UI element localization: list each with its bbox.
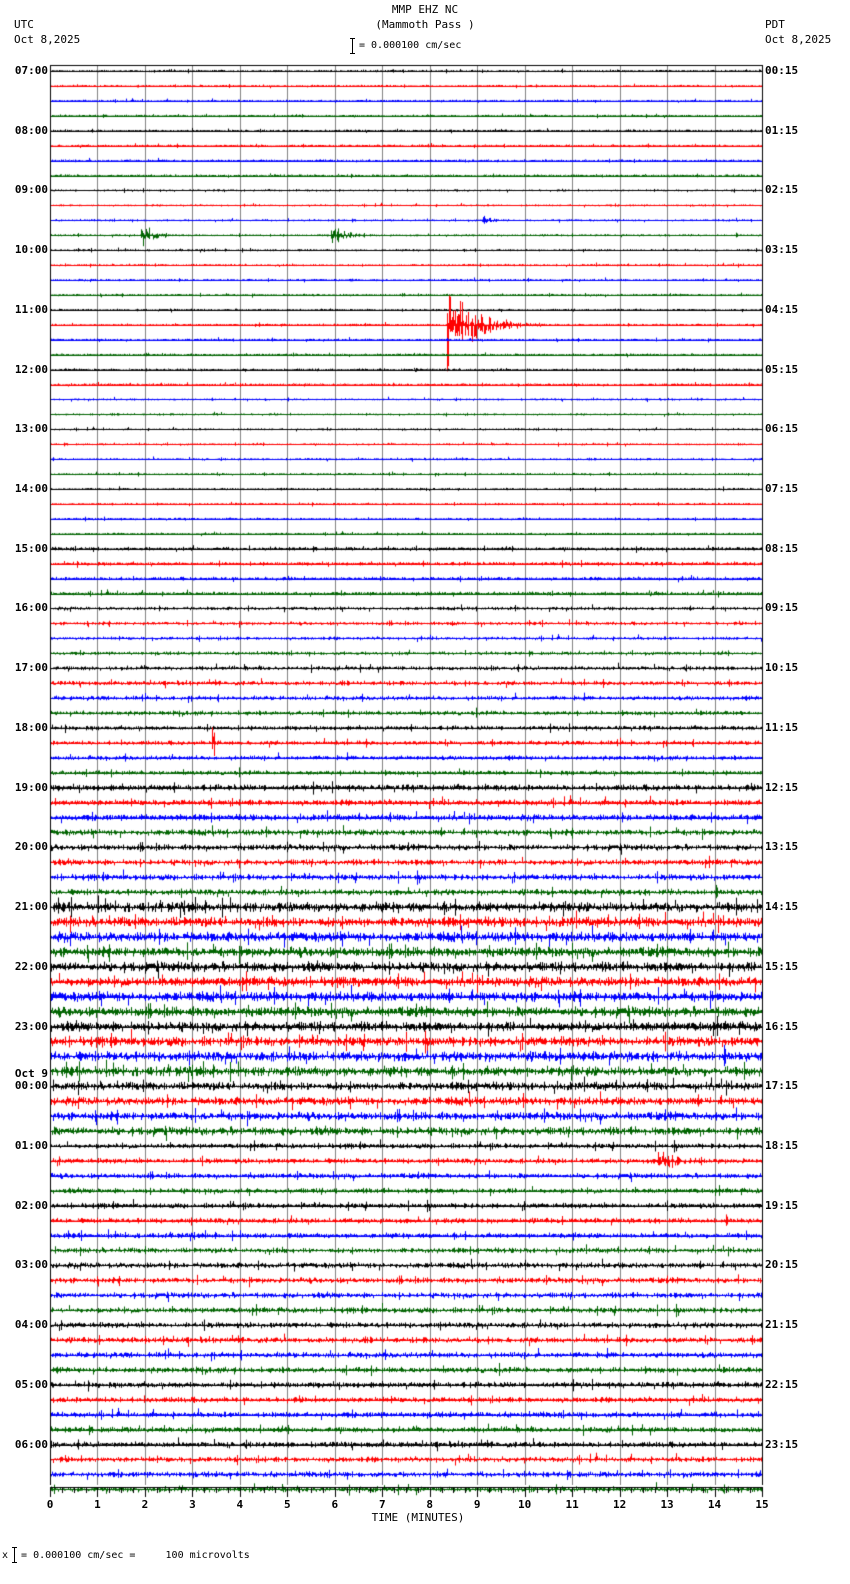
utc-hour-label: 06:00 (14, 1437, 48, 1451)
scale-prefix: х (2, 1549, 9, 1561)
pdt-hour-label: 03:15 (765, 243, 799, 257)
x-tick-label: 2 (141, 1498, 149, 1511)
utc-hour-label: 09:00 (14, 183, 48, 197)
x-tick-label: 6 (331, 1498, 339, 1511)
x-tick-label: 12 (612, 1498, 627, 1511)
pdt-hour-label: 12:15 (765, 780, 799, 794)
pdt-hour-label: 01:15 (765, 123, 799, 137)
utc-hour-label: 13:00 (14, 422, 48, 436)
x-tick-label: 10 (518, 1498, 532, 1511)
pdt-hour-label: 06:15 (765, 422, 799, 436)
utc-hour-label: 19:00 (14, 780, 48, 794)
pdt-hour-label: 14:15 (765, 900, 799, 914)
pdt-hour-label: 02:15 (765, 183, 799, 197)
utc-hour-label: 05:00 (14, 1377, 48, 1391)
utc-hour-label: 04:00 (14, 1318, 48, 1332)
pdt-hour-label: 10:15 (765, 661, 799, 675)
utc-hour-label: 00:00 (14, 1079, 48, 1093)
x-tick-label: 0 (46, 1498, 54, 1511)
x-tick-label: 11 (565, 1498, 579, 1511)
pdt-hour-label: 04:15 (765, 302, 799, 316)
date-change-label: Oct 9 (14, 1067, 48, 1081)
pdt-hour-label: 17:15 (765, 1079, 799, 1093)
utc-hour-label: 07:00 (14, 64, 48, 77)
pdt-hour-label: 05:15 (765, 362, 799, 376)
x-tick-label: 13 (660, 1498, 674, 1511)
pdt-hour-label: 19:15 (765, 1198, 799, 1212)
utc-hour-label: 10:00 (14, 243, 48, 257)
pdt-hour-label: 09:15 (765, 601, 799, 615)
right-date: Oct 8,2025 (765, 33, 832, 46)
utc-hour-label: 14:00 (14, 482, 48, 496)
pdt-hour-label: 20:15 (765, 1258, 799, 1272)
utc-hour-label: 18:00 (14, 720, 48, 734)
x-tick-label: 15 (755, 1498, 769, 1511)
x-tick-label: 4 (236, 1498, 244, 1511)
station-name: (Mammoth Pass ) (375, 18, 475, 31)
utc-hour-label: 16:00 (14, 601, 48, 615)
utc-hour-label: 21:00 (14, 900, 48, 914)
pdt-hour-label: 16:15 (765, 1019, 799, 1033)
utc-hour-label: 20:00 (14, 840, 48, 854)
pdt-hour-label: 08:15 (765, 541, 799, 555)
x-tick-label: 7 (378, 1498, 386, 1511)
x-tick-label: 9 (473, 1498, 481, 1511)
pdt-hour-label: 11:15 (765, 720, 799, 734)
x-tick-label: 1 (94, 1498, 101, 1511)
utc-hour-label: 15:00 (14, 541, 48, 555)
utc-hour-label: 02:00 (14, 1198, 48, 1212)
left-date: Oct 8,2025 (14, 33, 81, 46)
scale-bar-icon (12, 1547, 17, 1563)
x-tick-label: 3 (189, 1498, 196, 1511)
pdt-hour-label: 22:15 (765, 1377, 799, 1391)
scale-bar-icon (350, 38, 355, 54)
right-timezone: PDT (765, 18, 785, 31)
pdt-hour-label: 00:15 (765, 64, 799, 77)
scale-legend-top (350, 38, 461, 54)
left-timezone: UTC (14, 18, 34, 31)
pdt-hour-label: 23:15 (765, 1437, 799, 1451)
utc-hour-label: 17:00 (14, 661, 48, 675)
utc-hour-label: 08:00 (14, 123, 48, 137)
scale-conversion-text: = 0.000100 cm/sec = 100 microvolts (21, 1549, 250, 1561)
scale-legend-bottom (2, 1547, 250, 1563)
utc-hour-label: 12:00 (14, 362, 48, 376)
pdt-hour-label: 15:15 (765, 959, 799, 973)
scale-text: = 0.000100 cm/sec (359, 40, 462, 51)
pdt-hour-label: 21:15 (765, 1318, 799, 1332)
pdt-hour-label: 18:15 (765, 1138, 799, 1152)
pdt-hour-label: 13:15 (765, 840, 799, 854)
utc-hour-label: 11:00 (14, 302, 48, 316)
x-axis-label: TIME (MINUTES) (371, 1511, 465, 1524)
utc-hour-label: 23:00 (14, 1019, 48, 1033)
x-tick-label: 5 (284, 1498, 291, 1511)
pdt-hour-label: 07:15 (765, 482, 799, 496)
station-title: MMP EHZ NC (391, 3, 459, 16)
utc-hour-label: 03:00 (14, 1258, 48, 1272)
utc-hour-label: 01:00 (14, 1138, 48, 1152)
utc-hour-label: 22:00 (14, 959, 48, 973)
x-tick-label: 8 (426, 1498, 434, 1511)
x-tick-label: 14 (707, 1498, 722, 1511)
